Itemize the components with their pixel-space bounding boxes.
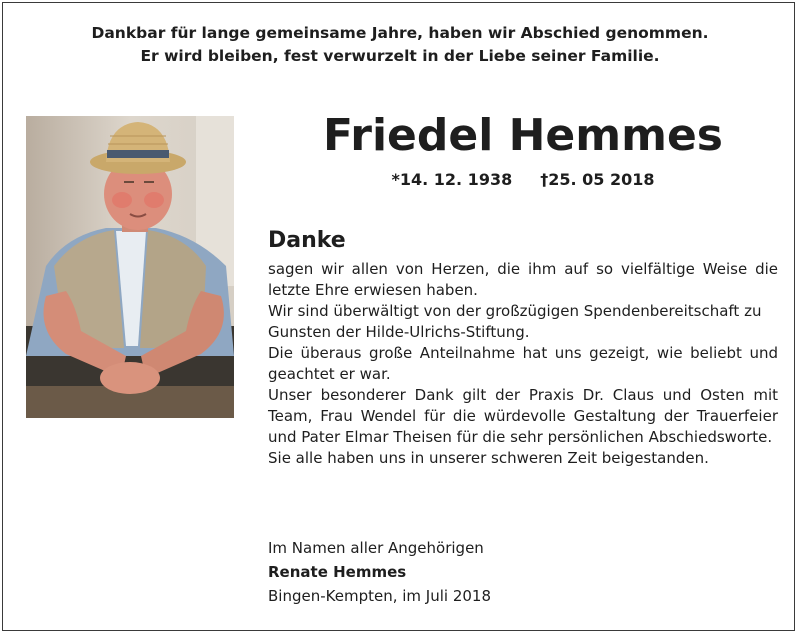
signature-place-date: Bingen-Kempten, im Juli 2018 <box>268 587 491 605</box>
portrait-photo <box>26 116 234 418</box>
thanks-paragraph: Sie alle haben uns in unserer schweren Zeit beigestanden. <box>268 449 709 467</box>
thanks-heading: Danke <box>268 228 346 253</box>
thanks-paragraph: Die überaus große Anteilnahme hat uns gezeigt, wie beliebt und geachtet er war. <box>268 344 778 383</box>
motto-line-2: Er wird bleiben, fest verwurzelt in der Liebe seiner Familie. <box>140 47 660 65</box>
thanks-paragraph: Wir sind überwältigt von der großzügigen Spendenbereitschaft zu Gunsten der Hilde-Ulrichs-Stiftung. <box>268 302 762 341</box>
motto-line-1: Dankbar für lange gemeinsame Jahre, haben wir Abschied genommen. <box>91 24 709 42</box>
signature-block <box>268 536 491 608</box>
life-dates <box>268 169 778 191</box>
thanks-paragraph: Unser besonderer Dank gilt der Praxis Dr. Claus und Osten mit Team, Frau Wendel für die würdevolle Gestaltung der Trauerfeier und Pater Elmar Theisen für die sehr persönlichen Abschiedsworte. <box>268 386 778 446</box>
thanks-paragraph: sagen wir allen von Herzen, die ihm auf so vielfältige Weise die letzte Ehre erwiesen haben. <box>268 260 778 299</box>
death-date: †25. 05 2018 <box>540 170 655 189</box>
signature-name: Renate Hemmes <box>268 563 407 581</box>
deceased-name: Friedel Hemmes <box>323 110 723 161</box>
birth-date: *14. 12. 1938 <box>391 170 513 189</box>
thanks-text <box>268 259 778 469</box>
motto <box>0 22 800 68</box>
signature-intro: Im Namen aller Angehörigen <box>268 539 484 557</box>
